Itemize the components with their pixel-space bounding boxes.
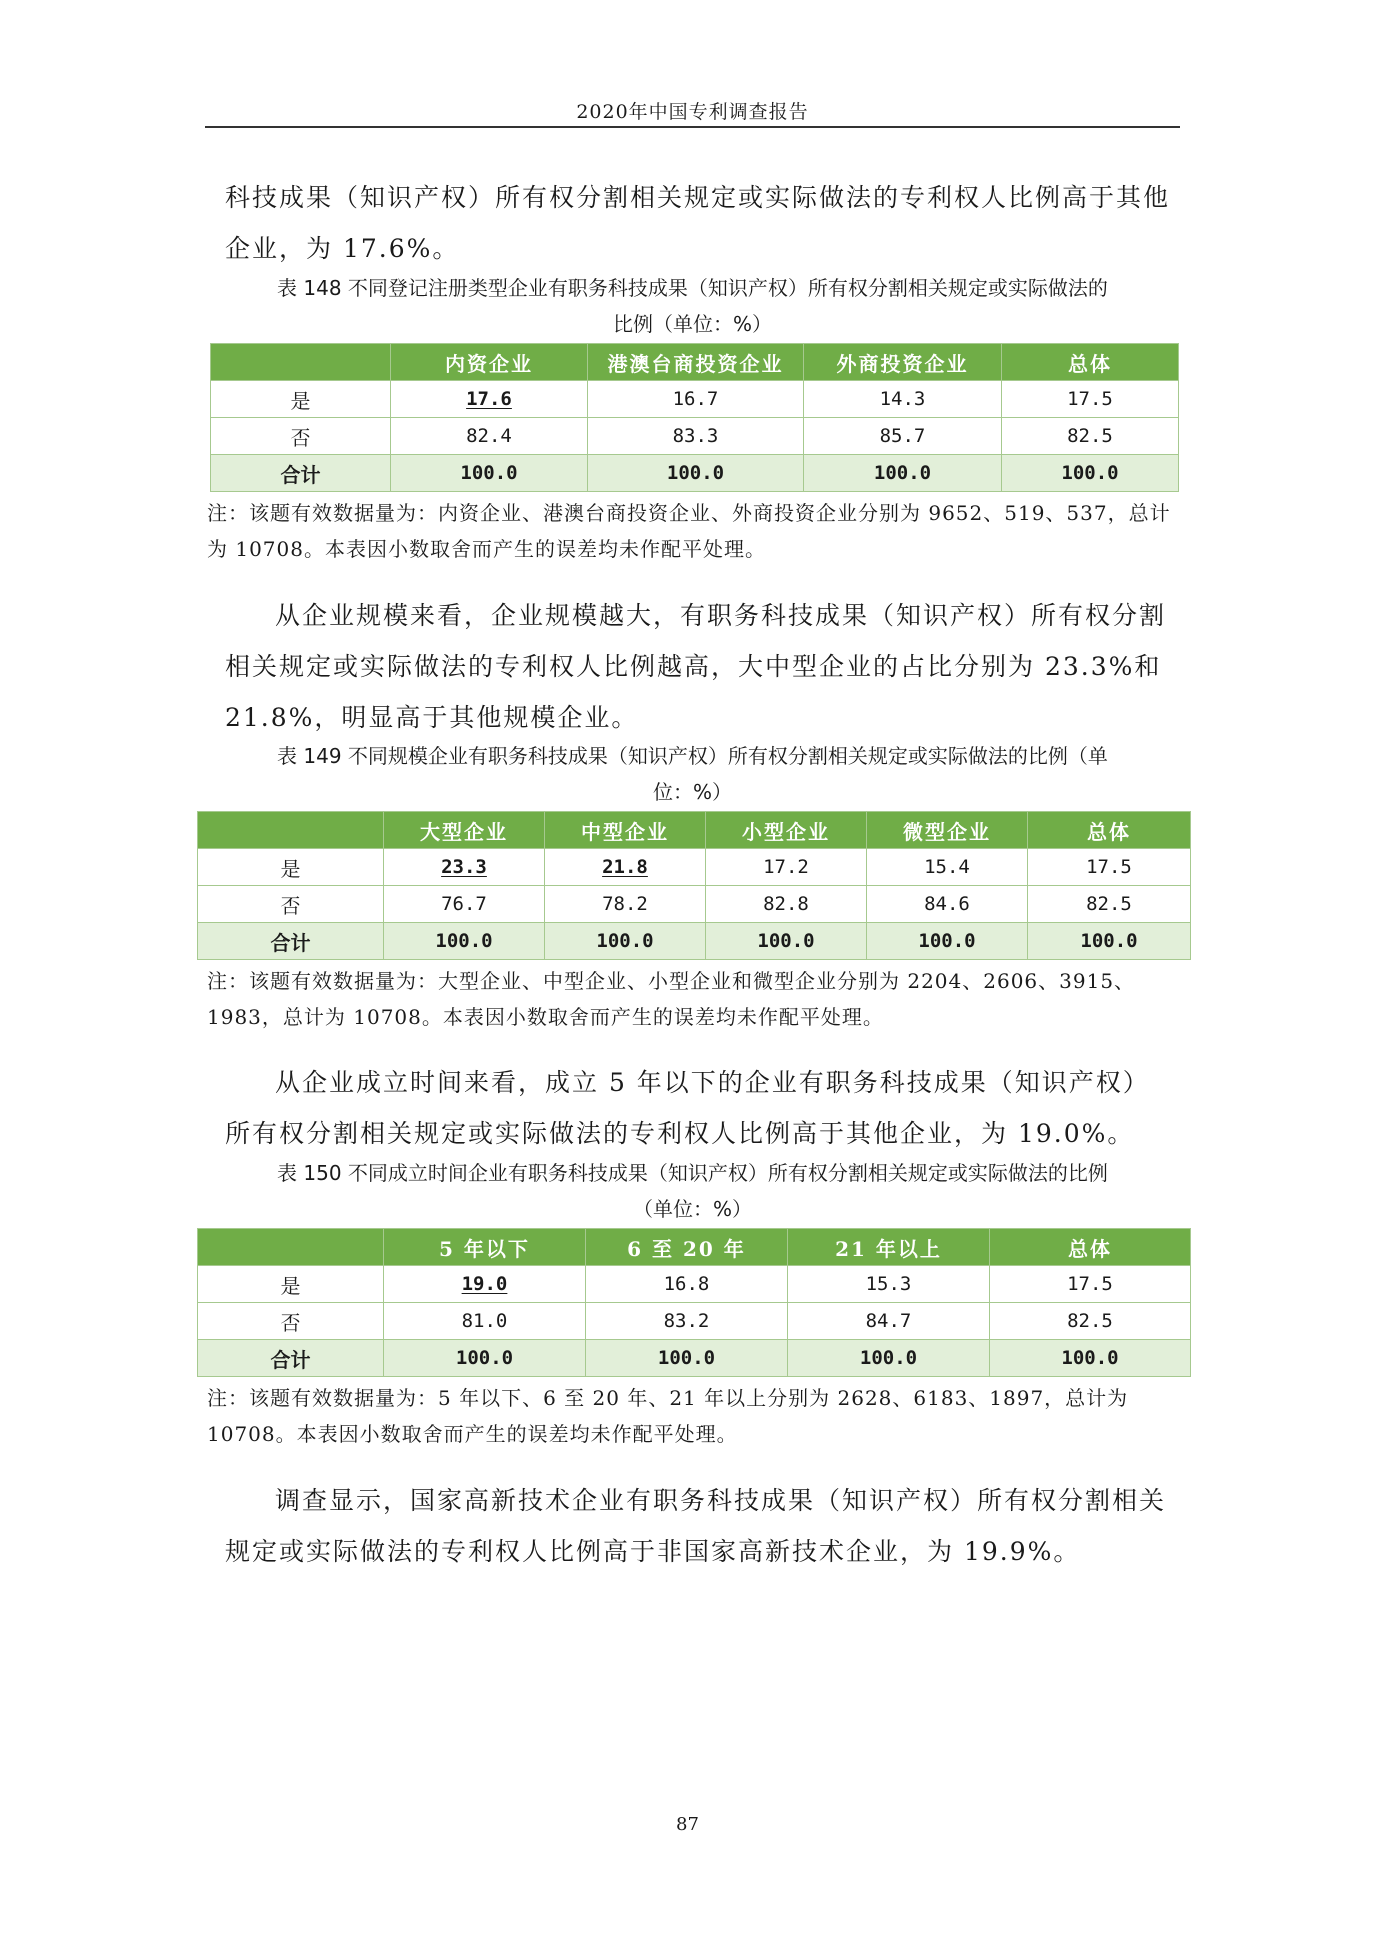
- column-header: [198, 1229, 384, 1266]
- table-cell: 21.8: [545, 849, 706, 886]
- table-cell: 100.0: [1002, 455, 1179, 492]
- table-row: [198, 1266, 1191, 1303]
- table-row: [211, 418, 1179, 455]
- table-cell: 100.0: [545, 923, 706, 960]
- table-cell: 83.3: [588, 418, 804, 455]
- paragraph-1: 科技成果（知识产权）所有权分割相关规定或实际做法的专利权人比例高于其他企业，为 17.6%。: [225, 183, 1171, 263]
- table-148-note: 注：该题有效数据量为：内资企业、港澳台商投资企业、外商投资企业分别为 9652、519、537，总计为 10708。本表因小数取舍而产生的误差均未作配平处理。: [207, 501, 1171, 561]
- table-cell: 84.7: [788, 1303, 990, 1340]
- column-header: 微型企业: [867, 812, 1028, 849]
- paragraph-2: 从企业规模来看，企业规模越大，有职务科技成果（知识产权）所有权分割相关规定或实际做法的专利权人比例越高，大中型企业的占比分别为 23.3%和 21.8%，明显高于其他规模企业。: [225, 601, 1167, 732]
- table-cell: 19.0: [384, 1266, 586, 1303]
- table-cell: 82.5: [990, 1303, 1191, 1340]
- column-header: 小型企业: [706, 812, 867, 849]
- paragraph-4: 调查显示，国家高新技术企业有职务科技成果（知识产权）所有权分割相关规定或实际做法的专利权人比例高于非国家高新技术企业，为 19.9%。: [225, 1486, 1167, 1566]
- row-label: 合计: [211, 455, 391, 492]
- row-label: 否: [211, 418, 391, 455]
- table-cell: 17.2: [706, 849, 867, 886]
- page-header-title: 2020年中国专利调查报告: [576, 101, 809, 123]
- table-cell: 16.8: [586, 1266, 788, 1303]
- table-total-row: [198, 923, 1191, 960]
- table-cell: 100.0: [706, 923, 867, 960]
- header-divider: [205, 126, 1180, 128]
- table-row: [198, 849, 1191, 886]
- table-cell: 17.5: [1002, 381, 1179, 418]
- table-cell: 100.0: [586, 1340, 788, 1377]
- table-cell: 100.0: [867, 923, 1028, 960]
- table-150-caption-line1: 表 150 不同成立时间企业有职务科技成果（知识产权）所有权分割相关规定或实际做法的比例: [277, 1161, 1108, 1185]
- table-cell: 82.8: [706, 886, 867, 923]
- table-150-caption-line2: （单位：%）: [632, 1197, 752, 1221]
- table-header-row: [198, 1229, 1191, 1266]
- row-label: 是: [198, 1266, 384, 1303]
- table-cell: 82.4: [391, 418, 588, 455]
- table-row: [198, 1303, 1191, 1340]
- row-label: 否: [198, 1303, 384, 1340]
- table-cell: 17.6: [391, 381, 588, 418]
- column-header: 大型企业: [384, 812, 545, 849]
- table-cell: 78.2: [545, 886, 706, 923]
- table-cell: 82.5: [1002, 418, 1179, 455]
- table-148: [210, 343, 1179, 492]
- table-cell: 100.0: [384, 923, 545, 960]
- column-header: 外商投资企业: [804, 344, 1002, 381]
- table-header-row: [211, 344, 1179, 381]
- table-cell: 100.0: [990, 1340, 1191, 1377]
- table-cell: 16.7: [588, 381, 804, 418]
- table-149-note: 注：该题有效数据量为：大型企业、中型企业、小型企业和微型企业分别为 2204、2606、3915、1983，总计为 10708。本表因小数取舍而产生的误差均未作配平处理。: [207, 969, 1136, 1029]
- table-cell: 83.2: [586, 1303, 788, 1340]
- column-header: 总体: [1002, 344, 1179, 381]
- table-cell: 82.5: [1028, 886, 1191, 923]
- column-header: 21 年以上: [788, 1229, 990, 1266]
- row-label: 否: [198, 886, 384, 923]
- column-header: 6 至 20 年: [586, 1229, 788, 1266]
- table-cell: 23.3: [384, 849, 545, 886]
- page-number: 87: [676, 1814, 699, 1835]
- table-cell: 15.3: [788, 1266, 990, 1303]
- table-cell: 100.0: [804, 455, 1002, 492]
- column-header: 内资企业: [391, 344, 588, 381]
- table-cell: 100.0: [384, 1340, 586, 1377]
- table-cell: 76.7: [384, 886, 545, 923]
- table-cell: 100.0: [391, 455, 588, 492]
- table-cell: 100.0: [588, 455, 804, 492]
- column-header: 中型企业: [545, 812, 706, 849]
- table-150-note: 注：该题有效数据量为：5 年以下、6 至 20 年、21 年以上分别为 2628、6183、1897，总计为 10708。本表因小数取舍而产生的误差均未作配平处理。: [207, 1386, 1129, 1446]
- table-total-row: [198, 1340, 1191, 1377]
- column-header: 港澳台商投资企业: [588, 344, 804, 381]
- row-label: 合计: [198, 923, 384, 960]
- table-cell: 100.0: [788, 1340, 990, 1377]
- table-cell: 84.6: [867, 886, 1028, 923]
- table-cell: 85.7: [804, 418, 1002, 455]
- table-cell: 15.4: [867, 849, 1028, 886]
- table-148-caption-line2: 比例（单位：%）: [612, 312, 772, 336]
- column-header: [198, 812, 384, 849]
- table-148-caption-line1: 表 148 不同登记注册类型企业有职务科技成果（知识产权）所有权分割相关规定或实际做法的: [277, 276, 1108, 300]
- column-header: [211, 344, 391, 381]
- table-cell: 100.0: [1028, 923, 1191, 960]
- column-header: 总体: [1028, 812, 1191, 849]
- column-header: 总体: [990, 1229, 1191, 1266]
- row-label: 是: [198, 849, 384, 886]
- table-149-caption-line2: 位：%）: [652, 780, 732, 804]
- paragraph-3: 从企业成立时间来看，成立 5 年以下的企业有职务科技成果（知识产权）所有权分割相关规定或实际做法的专利权人比例高于其他企业，为 19.0%。: [225, 1068, 1150, 1148]
- row-label: 是: [211, 381, 391, 418]
- table-149: [197, 811, 1191, 960]
- table-row: [198, 886, 1191, 923]
- table-cell: 14.3: [804, 381, 1002, 418]
- table-cell: 17.5: [1028, 849, 1191, 886]
- table-total-row: [211, 455, 1179, 492]
- table-header-row: [198, 812, 1191, 849]
- table-row: [211, 381, 1179, 418]
- table-cell: 81.0: [384, 1303, 586, 1340]
- column-header: 5 年以下: [384, 1229, 586, 1266]
- row-label: 合计: [198, 1340, 384, 1377]
- table-149-caption-line1: 表 149 不同规模企业有职务科技成果（知识产权）所有权分割相关规定或实际做法的比例（单: [277, 744, 1108, 768]
- table-150: [197, 1228, 1191, 1377]
- table-cell: 17.5: [990, 1266, 1191, 1303]
